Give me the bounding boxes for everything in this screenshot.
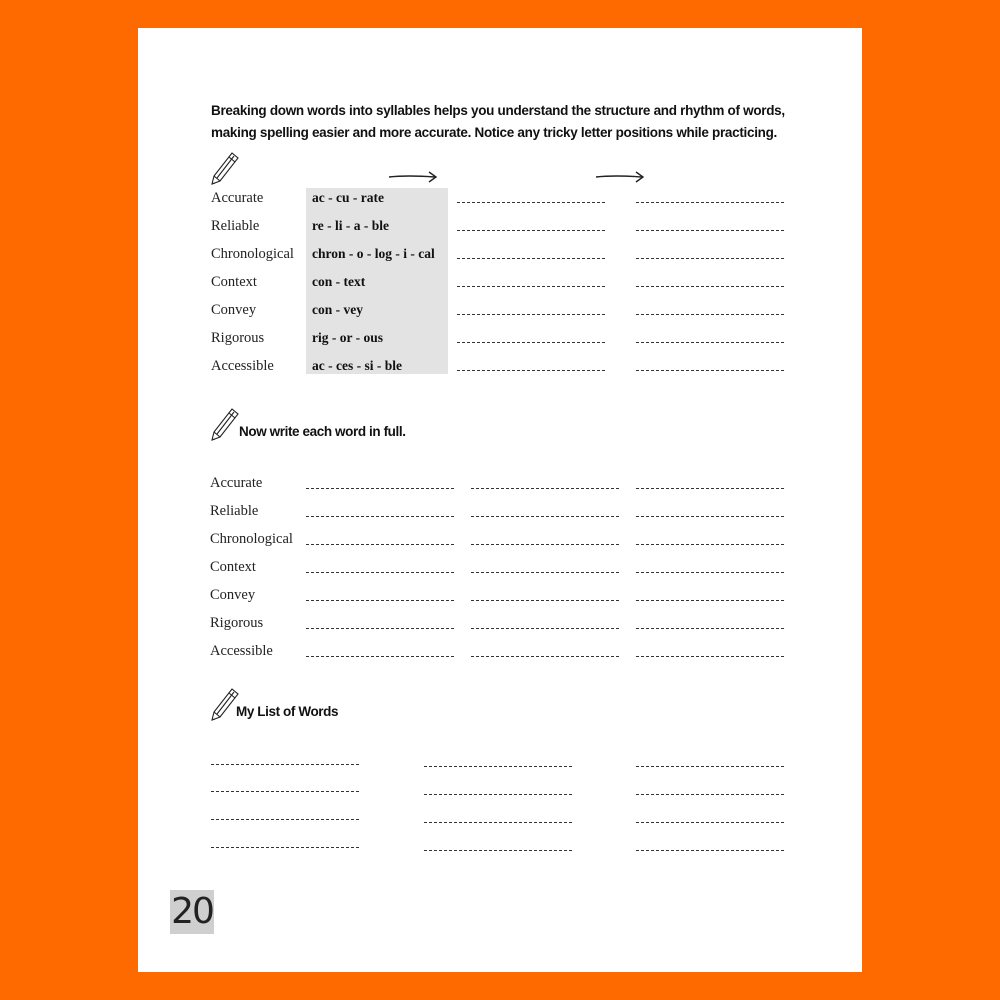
- write-line[interactable]: [636, 766, 784, 767]
- write-line[interactable]: [636, 656, 784, 657]
- word-label: Convey: [210, 587, 256, 603]
- section1-word-list: [211, 184, 294, 380]
- write-line[interactable]: [636, 850, 784, 851]
- section-heading: Now write each word in full.: [239, 424, 406, 439]
- syllable-breakdown: chron - o - log - i - cal: [312, 246, 435, 261]
- word-label: Accurate: [210, 475, 263, 491]
- syllable-breakdown: con - text: [312, 274, 366, 289]
- word-label: Chronological: [210, 531, 293, 547]
- write-line[interactable]: [211, 791, 359, 792]
- write-line[interactable]: [636, 544, 784, 545]
- syllables-list: [312, 184, 435, 380]
- write-line[interactable]: [636, 258, 784, 259]
- word-label: Reliable: [210, 503, 259, 519]
- syllable-breakdown: rig - or - ous: [312, 330, 383, 345]
- write-line[interactable]: [457, 342, 605, 343]
- syllable-breakdown: ac - cu - rate: [312, 190, 384, 205]
- word-label: Context: [210, 559, 256, 575]
- write-line[interactable]: [306, 628, 454, 629]
- write-line[interactable]: [471, 572, 619, 573]
- syllable-breakdown: ac - ces - si - ble: [312, 358, 402, 373]
- write-line[interactable]: [457, 258, 605, 259]
- intro-line-1: Breaking down words into syllables helps you understand the structure and rhythm of words,: [211, 103, 785, 118]
- write-line[interactable]: [306, 516, 454, 517]
- write-line[interactable]: [471, 628, 619, 629]
- write-line[interactable]: [636, 202, 784, 203]
- intro-paragraph: [211, 100, 811, 144]
- write-line[interactable]: [424, 766, 572, 767]
- section2-word-list: [210, 469, 293, 665]
- write-line[interactable]: [306, 572, 454, 573]
- word-label: Context: [211, 274, 257, 290]
- write-line[interactable]: [424, 822, 572, 823]
- word-label: Accurate: [211, 190, 264, 206]
- worksheet-page: [138, 28, 862, 972]
- write-line[interactable]: [306, 656, 454, 657]
- word-label: Accessible: [210, 643, 273, 659]
- write-line[interactable]: [636, 794, 784, 795]
- write-line[interactable]: [636, 822, 784, 823]
- write-line[interactable]: [424, 794, 572, 795]
- write-line[interactable]: [211, 847, 359, 848]
- write-line[interactable]: [457, 202, 605, 203]
- write-line[interactable]: [636, 572, 784, 573]
- word-label: Accessible: [211, 358, 274, 374]
- write-line[interactable]: [211, 819, 359, 820]
- write-line[interactable]: [211, 764, 359, 765]
- write-line[interactable]: [636, 516, 784, 517]
- word-label: Reliable: [211, 218, 260, 234]
- write-line[interactable]: [636, 370, 784, 371]
- write-line[interactable]: [471, 544, 619, 545]
- word-label: Rigorous: [211, 330, 265, 346]
- write-line[interactable]: [636, 342, 784, 343]
- section-heading: My List of Words: [236, 704, 339, 719]
- write-line[interactable]: [471, 600, 619, 601]
- write-line[interactable]: [636, 628, 784, 629]
- write-line[interactable]: [457, 314, 605, 315]
- write-line[interactable]: [306, 600, 454, 601]
- syllable-breakdown: re - li - a - ble: [312, 218, 389, 233]
- write-line[interactable]: [636, 488, 784, 489]
- word-label: Rigorous: [210, 615, 264, 631]
- write-line[interactable]: [457, 370, 605, 371]
- page-number: 20: [171, 891, 213, 932]
- write-line[interactable]: [471, 488, 619, 489]
- write-line[interactable]: [636, 230, 784, 231]
- intro-line-2: making spelling easier and more accurate. Notice any tricky letter positions while practicing.: [211, 125, 777, 140]
- write-line[interactable]: [306, 488, 454, 489]
- write-line[interactable]: [471, 656, 619, 657]
- write-line[interactable]: [636, 314, 784, 315]
- arrow-right-icon: [594, 170, 646, 184]
- pencil-icon: [208, 406, 240, 442]
- write-line[interactable]: [471, 516, 619, 517]
- write-line[interactable]: [636, 286, 784, 287]
- syllable-breakdown: con - vey: [312, 302, 363, 317]
- write-line[interactable]: [457, 286, 605, 287]
- word-label: Convey: [211, 302, 257, 318]
- word-label: Chronological: [211, 246, 294, 262]
- write-line[interactable]: [457, 230, 605, 231]
- pencil-icon: [208, 150, 240, 186]
- write-line[interactable]: [306, 544, 454, 545]
- arrow-right-icon: [387, 170, 439, 184]
- write-line[interactable]: [424, 850, 572, 851]
- write-line[interactable]: [636, 600, 784, 601]
